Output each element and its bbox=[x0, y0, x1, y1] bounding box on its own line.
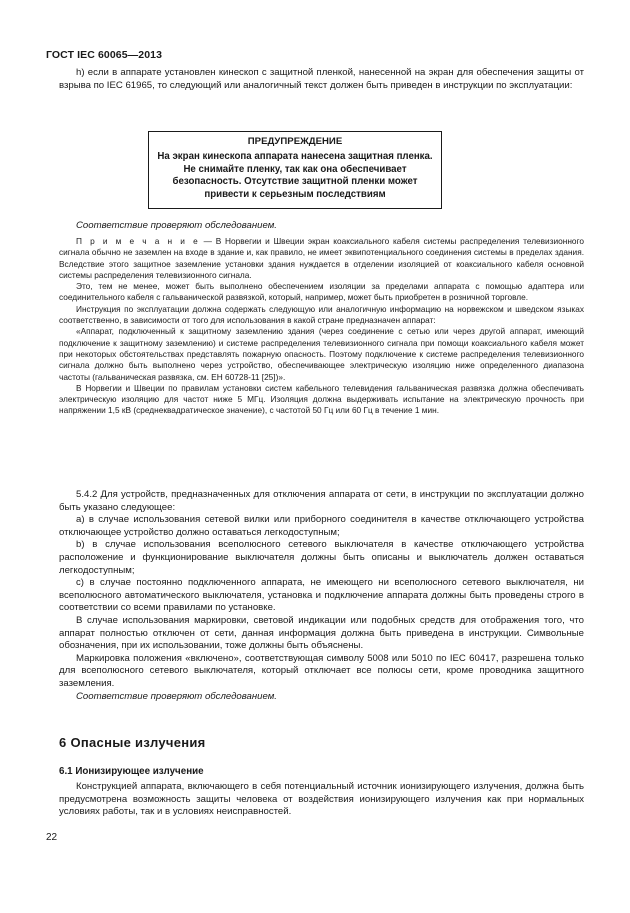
note-paragraph-2: Это, тем не менее, может быть выполнено обеспечением изоляции за пределами аппарата с помощью адаптера или соединительного кабеля с гальванической развязкой, который, например, может быть приобретен в розничной торговле. bbox=[59, 281, 584, 303]
warning-box bbox=[148, 131, 442, 209]
note-text: — В Норвегии и Швеции экран коаксиального кабеля системы распределения телевизионного сигнала обычно не заземлен на входе в здание и, как правило, не имеет эквипотенциального соединения системы в пределах здания. Вследствие этого защитное заземление установки здания нуждается в отделении изоляцией от коаксиального кабеля основной системы распределения телевизионного сигнала. bbox=[59, 236, 584, 280]
section-6-1-paragraph: Конструкцией аппарата, включающего в себя потенциальный источник ионизирующего излучения, должна быть предусмотрена возможность защиты человека от воздействия ионизирующего излучения как при нормальных условиях работы, так и в условиях неисправностей. bbox=[59, 781, 584, 818]
compliance-1 bbox=[59, 220, 584, 233]
subsection-6-1-title: 6.1 Ионизирующее излучение bbox=[59, 766, 204, 777]
item-h bbox=[59, 67, 584, 92]
compliance-text-2: Соответствие проверяют обследованием. bbox=[76, 690, 277, 702]
item-h-text: h) если в аппарате установлен кинескоп с защитной пленкой, нанесенной на экран для обеспечения защиты от взрыва по IEC 61965, то следующий или аналогичный текст должен быть приведен в инструкции по эксплуатации: bbox=[59, 67, 584, 91]
section-6-1-body bbox=[59, 781, 584, 819]
page-number: 22 bbox=[46, 832, 58, 843]
clause-item-a: а) в случае использования сетевой вилки или приборного соединителя в качестве отключающего устройства отключающее устройство должно оставаться легкодоступным; bbox=[59, 514, 584, 538]
note-paragraph-4: «Аппарат, подключенный к защитному заземлению здания (через соединение с сетью или через другой аппарат, имеющий подключение к защитному заземлению) и системе распределения телевизионного сигнала при помощи коаксиального кабеля может при некоторых обстоятельствах представлять пожарную опасность. Поэтому подключение к системе распределения телевизионного сигнала должно быть выполнено через устройство, обеспечивающее электрическую изоляцию ниже определенного диапазона частоты (гальваническая развязка, см. ЕН 60728-11 [25])». bbox=[59, 326, 584, 382]
note-paragraph bbox=[59, 236, 584, 281]
clause-intro: 5.4.2 Для устройств, предназначенных для отключения аппарата от сети, в инструкции по эксплуатации должно быть указано следующее: bbox=[59, 489, 584, 513]
warning-title: ПРЕДУПРЕЖДЕНИЕ bbox=[247, 136, 343, 147]
clause-item-c: с) в случае постоянно подключенного аппарата, не имеющего ни всеполюсного сетевого выключателя, ни всеполюсного автоматического выключателя, установка и подключение аппарата должны быть проведены строго в соответствии со всеми правилами по установке. bbox=[59, 577, 584, 614]
compliance-text-1: Соответствие проверяют обследованием. bbox=[76, 220, 277, 231]
note-label: П р и м е ч а н и е bbox=[76, 236, 200, 246]
clause-marking: В случае использования маркировки, световой индикации или подобных средств для отображения того, что аппарат полностью отключен от сети, данная информация должна быть приведена в инструкции. Символьные обозначения, при их использовании, тоже должны быть объяснены. bbox=[59, 614, 584, 652]
note-block bbox=[59, 236, 584, 417]
warning-body: На экран кинескопа аппарата нанесена защитная пленка. Не снимайте пленку, так как она обеспечивает безопасность. Отсутствие защитной пленки может привести к серьезным последствиям bbox=[157, 150, 433, 201]
note-paragraph-5: В Норвегии и Швеции по правилам установки систем кабельного телевидения гальваническая развязка должна обеспечивать электрическую изоляцию для частот ниже 5 МГц. Изоляция должна выдерживать испытание на электрическую прочность при напряжении 1,5 кВ (среднеквадратическое значение), с частотой 50 Гц или 60 Гц в течение 1 мин. bbox=[59, 382, 584, 416]
section-6-title: 6 Опасные излучения bbox=[59, 735, 206, 750]
clause-position-marking: Маркировка положения «включено», соответствующая символу 5008 или 5010 по IEC 60417, разрешена только для всеполюсного сетевого выключателя, который отключает все полюсы сети, кроме проводника защитного заземления. bbox=[59, 652, 584, 689]
note-paragraph-3: Инструкция по эксплуатации должна содержать следующую или аналогичную информацию на норвежском и шведском языках соответственно, в зависимости от того для использования в какой стране предназначен аппарат: bbox=[59, 303, 584, 326]
standard-code-header: ГОСТ IEC 60065—2013 bbox=[46, 49, 163, 61]
clause-5-4-2 bbox=[59, 489, 584, 703]
clause-item-b: b) в случае использования всеполюсного сетевого выключателя в качестве отключающего устройства расположение и функционирование выключателя должны быть описаны и выключатель должен оставаться легкодоступным; bbox=[59, 539, 584, 576]
